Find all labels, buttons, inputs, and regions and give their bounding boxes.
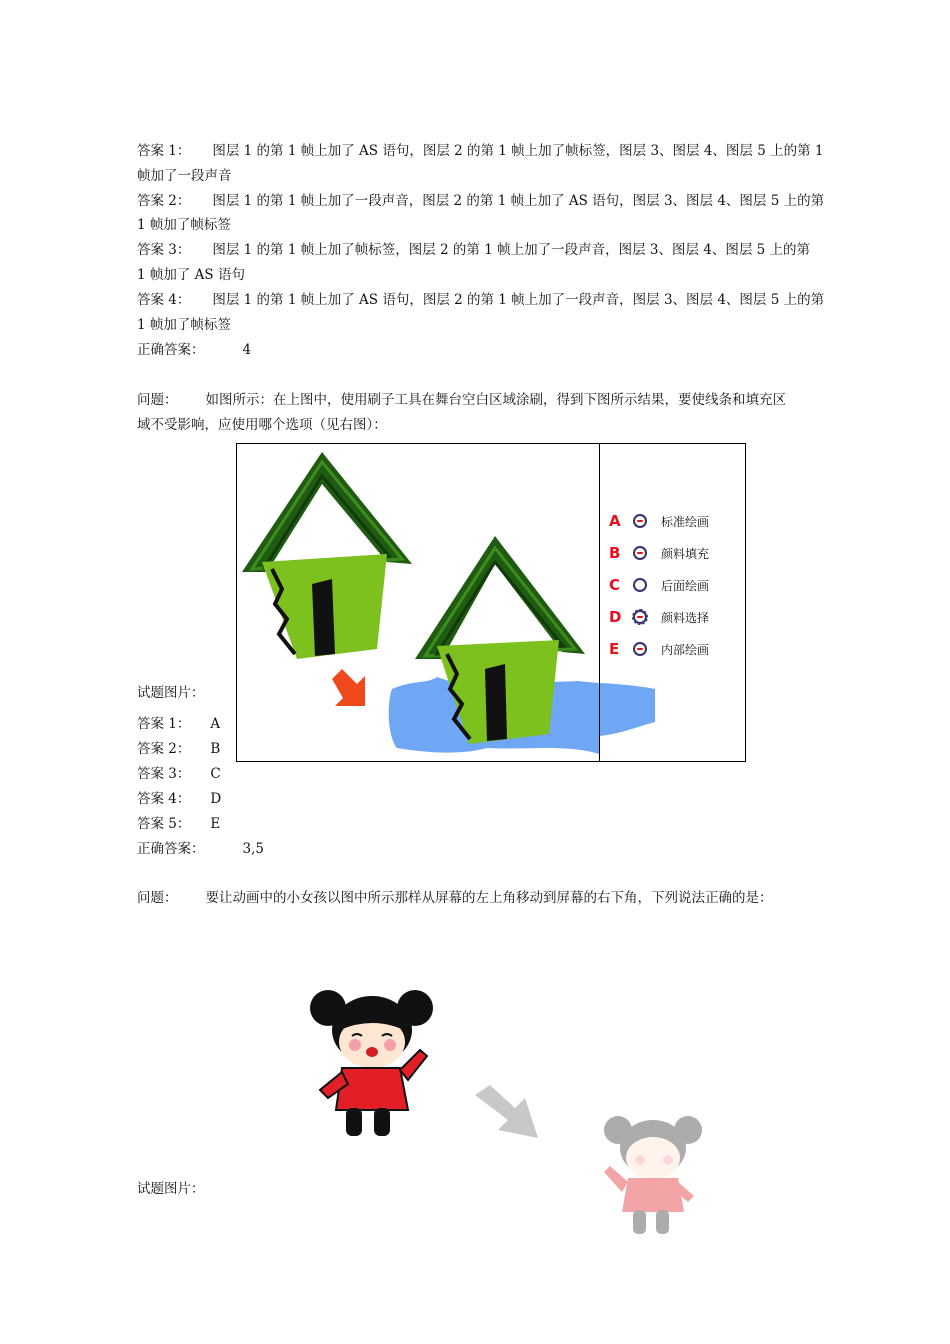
option-e [609,638,709,660]
option-a-letter: A [609,512,621,530]
q2-question-text: 如图所示：在上图中，使用刷子工具在舞台空白区域涂刷，得到下图所示结果，要使线条和填充区 [205,392,786,408]
option-b-text: 颜料填充 [661,546,710,561]
option-e-letter: E [609,640,620,658]
q1-answer-1-text: 图层 1 的第 1 帧上加了 AS 语句，图层 2 的第 1 帧上加了帧标签，图层 3、图层 4、图层 5 上的第 1 [212,143,824,159]
q2-answer-2-value: B [210,741,221,757]
paint-behind-icon [633,578,647,592]
q1-answer-1-line-2: 帧加了一段声音 [137,168,232,184]
q2-correct-value: 3,5 [242,841,264,857]
option-b [609,542,709,564]
option-d [609,606,709,628]
q2-image-label: 试题图片： [137,685,205,701]
q3-question [137,888,773,908]
q1-answer-3-line-2: 1 帧加了 AS 语句 [137,267,245,283]
q1-answer-2-line-1 [137,191,824,211]
option-b-letter: B [609,544,621,562]
q1-answer-4-line-2: 1 帧加了帧标签 [137,317,231,333]
paint-selection-icon [633,610,647,624]
q2-correct-label: 正确答案： [137,841,205,857]
house-left [242,452,412,659]
q1-correct-label: 正确答案： [137,342,205,358]
q2-answer-3 [137,764,221,784]
option-c-letter: C [609,576,621,594]
q2-answer-4 [137,789,221,809]
q2-answer-5-label: 答案 5： [137,816,191,832]
option-d-letter: D [609,608,622,626]
q3-image-label: 试题图片： [137,1181,205,1197]
q1-answer-4-line-1 [137,290,824,310]
option-d-text: 颜料选择 [661,610,710,625]
brush-result-illustration [237,444,599,762]
q1-answer-3-text: 图层 1 的第 1 帧上加了帧标签，图层 2 的第 1 帧上加了一段声音，图层 3、图层 4、图层 5 上的第 [212,242,811,258]
q1-answer-1-line-1 [137,141,823,161]
paint-fill-icon [633,546,647,560]
q2-answer-3-value: C [210,766,221,782]
q1-answer-2-text: 图层 1 的第 1 帧上加了一段声音，图层 2 的第 1 帧上加了 AS 语句，图层 3、图层 4、图层 5 上的第 [212,193,825,209]
water-paint-overflow [600,444,746,762]
motion-arrow [475,1085,538,1138]
q2-answer-1 [137,714,220,734]
q2-answer-3-label: 答案 3： [137,766,191,782]
standard-paint-icon [633,514,647,528]
q1-answer-2-line-2: 1 帧加了帧标签 [137,217,231,233]
girl-animation-figure [300,980,720,1240]
q1-answer-4-text: 图层 1 的第 1 帧上加了 AS 语句，图层 2 的第 1 帧上加了一段声音，图层 3、图层 4、图层 5 上的第 [212,292,825,308]
q2-correct-answer [137,839,264,859]
option-a [609,510,709,532]
q1-correct-answer [137,340,251,360]
q3-question-label: 问题： [137,890,178,906]
q1-answer-4-label: 答案 4： [137,292,191,308]
option-a-text: 标准绘画 [661,514,710,529]
q2-figure [236,443,746,762]
q2-answer-5 [137,814,220,834]
q1-answer-3-line-1 [137,240,810,260]
paint-inside-icon [633,642,647,656]
option-e-text: 内部绘画 [661,642,710,657]
option-c [609,574,709,596]
q2-answer-1-label: 答案 1： [137,716,191,732]
direction-arrow [332,669,365,706]
q2-question-line-1 [137,390,786,410]
q2-question-line-2: 域不受影响，应使用哪个选项（见右图）： [137,417,387,433]
q2-answer-5-value: E [210,816,221,832]
q1-answer-3-label: 答案 3： [137,242,191,258]
q2-answer-1-value: A [210,716,221,732]
q2-answer-2 [137,739,220,759]
q2-answer-4-value: D [210,791,222,807]
q2-answer-4-label: 答案 4： [137,791,191,807]
q1-answer-2-label: 答案 2： [137,193,191,209]
q3-question-text: 要让动画中的小女孩以图中所示那样从屏幕的左上角移动到屏幕的右下角，下列说法正确的是： [205,890,773,906]
figure-divider [599,444,600,761]
q1-answer-1-label: 答案 1： [137,143,191,159]
q2-question-label: 问题： [137,392,178,408]
q1-correct-value: 4 [242,342,252,358]
option-c-text: 后面绘画 [661,578,710,593]
girl-end [604,1116,702,1234]
girl-start [310,990,433,1136]
q2-answer-2-label: 答案 2： [137,741,191,757]
